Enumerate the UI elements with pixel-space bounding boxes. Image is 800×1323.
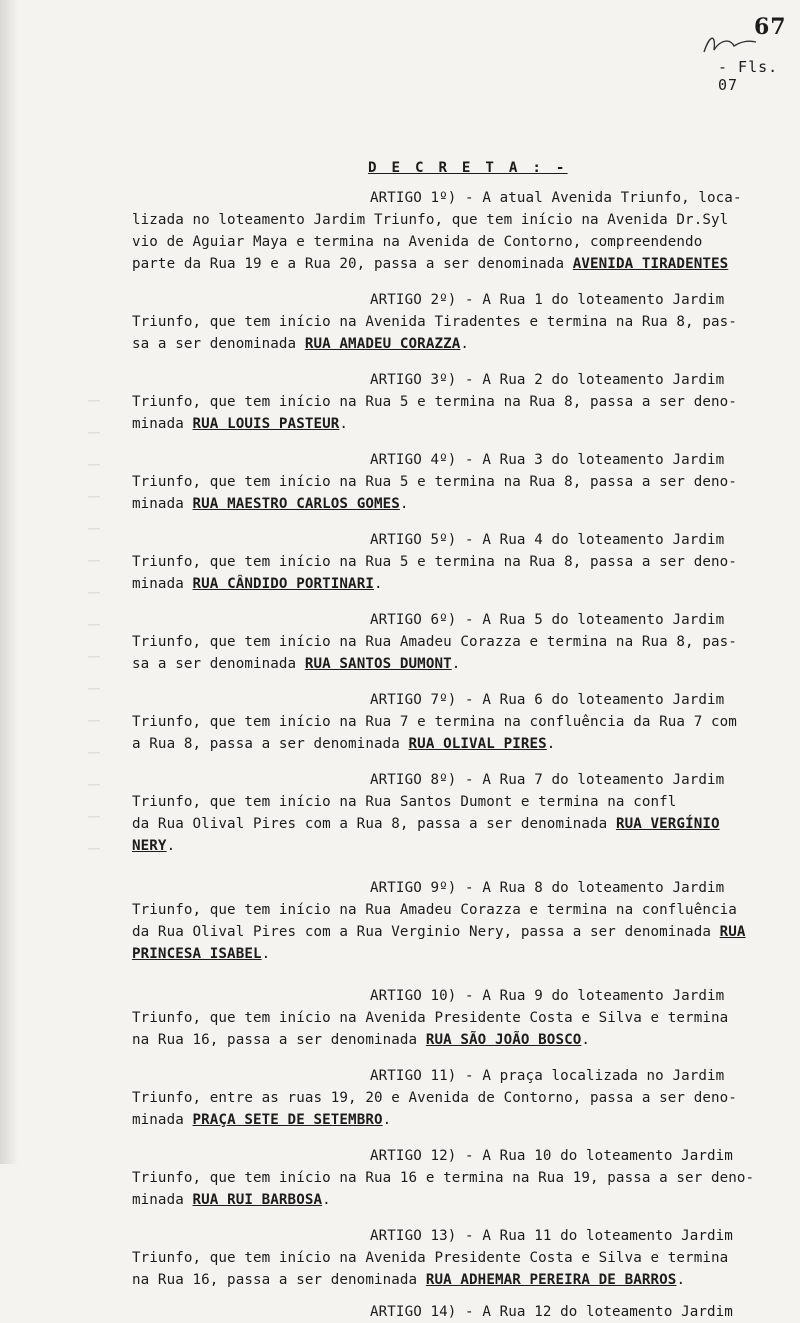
street-name: RUA MAESTRO CARLOS GOMES xyxy=(192,496,400,512)
article-text-line: Triunfo, que tem início na Avenida Presidente Costa e Silva e termina xyxy=(132,1010,729,1026)
article-text-line: parte da Rua 19 e a Rua 20, passa a ser denominada AVENIDA TIRADENTES xyxy=(132,256,729,272)
article-9 xyxy=(132,877,782,965)
article-12 xyxy=(132,1145,782,1211)
article-text-line: minada RUA CÂNDIDO PORTINARI. xyxy=(132,576,383,592)
article-heading-line: ARTIGO 13) - A Rua 11 do loteamento Jardim xyxy=(370,1228,733,1244)
page-number: 67 xyxy=(754,14,787,40)
article-text-line: minada PRAÇA SETE DE SETEMBRO. xyxy=(132,1112,392,1128)
street-name-continued: NERY xyxy=(132,838,167,854)
street-name: RUA xyxy=(719,924,746,940)
street-name: RUA LOUIS PASTEUR xyxy=(192,416,340,432)
article-text-line: Triunfo, que tem início na Rua Amadeu Corazza e termina na confluência xyxy=(132,902,737,918)
page-edge-shadow xyxy=(0,0,18,1164)
article-text-line: Triunfo, que tem início na Avenida Tiradentes e termina na Rua 8, pas- xyxy=(132,314,737,330)
article-6 xyxy=(132,609,782,675)
article-heading-line: ARTIGO 10) - A Rua 9 do loteamento Jardim xyxy=(370,988,725,1004)
article-text-line: Triunfo, que tem início na Rua 5 e termina na Rua 8, passa a ser deno- xyxy=(132,554,737,570)
initials-scribble-icon xyxy=(700,30,760,58)
article-text-line: na Rua 16, passa a ser denominada RUA ADHEMAR PEREIRA DE BARROS. xyxy=(132,1272,686,1288)
street-name: RUA SÃO JOÃO BOSCO xyxy=(425,1032,582,1048)
street-name: RUA AMADEU CORAZZA xyxy=(304,336,461,352)
article-text-line: Triunfo, que tem início na Rua 5 e termina na Rua 8, passa a ser deno- xyxy=(132,394,737,410)
street-name: RUA OLIVAL PIRES xyxy=(408,736,547,752)
article-heading-line: ARTIGO 3º) - A Rua 2 do loteamento Jardim xyxy=(370,372,725,388)
article-text-line: minada RUA LOUIS PASTEUR. xyxy=(132,416,349,432)
article-2 xyxy=(132,289,782,355)
bleed-through-marks: ⋯⋯ ⋯⋯ ⋯⋯ ⋯⋯ ⋯⋯ ⋯⋯ ⋯⋯ ⋯⋯ ⋯⋯ ⋯⋯ ⋯⋯ ⋯⋯ ⋯⋯ ⋯⋯ ⋯⋯ xyxy=(88,396,101,855)
article-8 xyxy=(132,769,782,857)
street-name: AVENIDA TIRADENTES xyxy=(572,256,729,272)
article-13 xyxy=(132,1225,782,1291)
article-4 xyxy=(132,449,782,515)
article-text-line: PRINCESA ISABEL. xyxy=(132,946,271,962)
article-text-line: sa a ser denominada RUA AMADEU CORAZZA. xyxy=(132,336,470,352)
article-7 xyxy=(132,689,782,755)
article-10 xyxy=(132,985,782,1051)
article-text-line: da Rua Olival Pires com a Rua Verginio Nery, passa a ser denominada RUA xyxy=(132,924,746,940)
street-name: RUA SANTOS DUMONT xyxy=(304,656,452,672)
articles-list xyxy=(132,187,782,1323)
street-name-continued: PRINCESA ISABEL xyxy=(132,946,262,962)
article-text-line: Triunfo, que tem início na Rua 5 e termina na Rua 8, passa a ser deno- xyxy=(132,474,737,490)
article-heading-line: ARTIGO 14) - A Rua 12 do loteamento Jardim xyxy=(370,1304,733,1320)
street-name: RUA RUI BARBOSA xyxy=(192,1192,323,1208)
article-text-line: na Rua 16, passa a ser denominada RUA SÃO JOÃO BOSCO. xyxy=(132,1032,591,1048)
article-14 xyxy=(132,1301,782,1323)
article-11 xyxy=(132,1065,782,1131)
article-heading-line: ARTIGO 6º) - A Rua 5 do loteamento Jardim xyxy=(370,612,725,628)
article-text-line: Triunfo, que tem início na Rua 7 e termina na confluência da Rua 7 com xyxy=(132,714,737,730)
article-text-line: Triunfo, que tem início na Rua 16 e termina na Rua 19, passa a ser deno- xyxy=(132,1170,755,1186)
article-heading-line: ARTIGO 4º) - A Rua 3 do loteamento Jardim xyxy=(370,452,725,468)
article-heading-line: ARTIGO 2º) - A Rua 1 do loteamento Jardim xyxy=(370,292,725,308)
article-text-line: Triunfo, entre as ruas 19, 20 e Avenida de Contorno, passa a ser deno- xyxy=(132,1090,737,1106)
street-name: RUA CÂNDIDO PORTINARI xyxy=(192,576,374,592)
article-5 xyxy=(132,529,782,595)
article-text-line: da Rua Olival Pires com a Rua 8, passa a ser denominada RUA VERGÍNIO xyxy=(132,816,720,832)
street-name: RUA ADHEMAR PEREIRA DE BARROS xyxy=(425,1272,677,1288)
article-text-line: Triunfo, que tem início na Rua Santos Dumont e termina na confl xyxy=(132,794,677,810)
article-heading-line: ARTIGO 1º) - A atual Avenida Triunfo, loca- xyxy=(370,190,742,206)
article-text-line: minada RUA RUI BARBOSA. xyxy=(132,1192,331,1208)
article-1 xyxy=(132,187,782,275)
article-heading-line: ARTIGO 9º) - A Rua 8 do loteamento Jardim xyxy=(370,880,725,896)
article-heading-line: ARTIGO 5º) - A Rua 4 do loteamento Jardim xyxy=(370,532,725,548)
article-3 xyxy=(132,369,782,435)
article-text-line: minada RUA MAESTRO CARLOS GOMES. xyxy=(132,496,409,512)
article-heading-line: ARTIGO 8º) - A Rua 7 do loteamento Jardim xyxy=(370,772,725,788)
street-name: RUA VERGÍNIO xyxy=(615,816,720,832)
article-text-line: sa a ser denominada RUA SANTOS DUMONT. xyxy=(132,656,461,672)
article-text-line: vio de Aguiar Maya e termina na Avenida de Contorno, compreendendo xyxy=(132,234,703,250)
article-text-line: lizada no loteamento Jardim Triunfo, que tem início na Avenida Dr.Syl xyxy=(132,212,729,228)
article-heading-line: ARTIGO 7º) - A Rua 6 do loteamento Jardim xyxy=(370,692,725,708)
article-text-line: Triunfo, que tem início na Avenida Presidente Costa e Silva e termina xyxy=(132,1250,729,1266)
article-text-line: NERY. xyxy=(132,838,176,854)
article-heading-line: ARTIGO 11) - A praça localizada no Jardim xyxy=(370,1068,725,1084)
article-text-line: Triunfo, que tem início na Rua Amadeu Corazza e termina na Rua 8, pas- xyxy=(132,634,737,650)
article-text-line: a Rua 8, passa a ser denominada RUA OLIVAL PIRES. xyxy=(132,736,556,752)
decree-heading: D E C R E T A : - xyxy=(368,160,568,176)
article-heading-line: ARTIGO 12) - A Rua 10 do loteamento Jardim xyxy=(370,1148,733,1164)
folio-number: - Fls. 07 xyxy=(718,58,779,94)
decree-body xyxy=(132,155,782,1323)
street-name: PRAÇA SETE DE SETEMBRO xyxy=(192,1112,383,1128)
